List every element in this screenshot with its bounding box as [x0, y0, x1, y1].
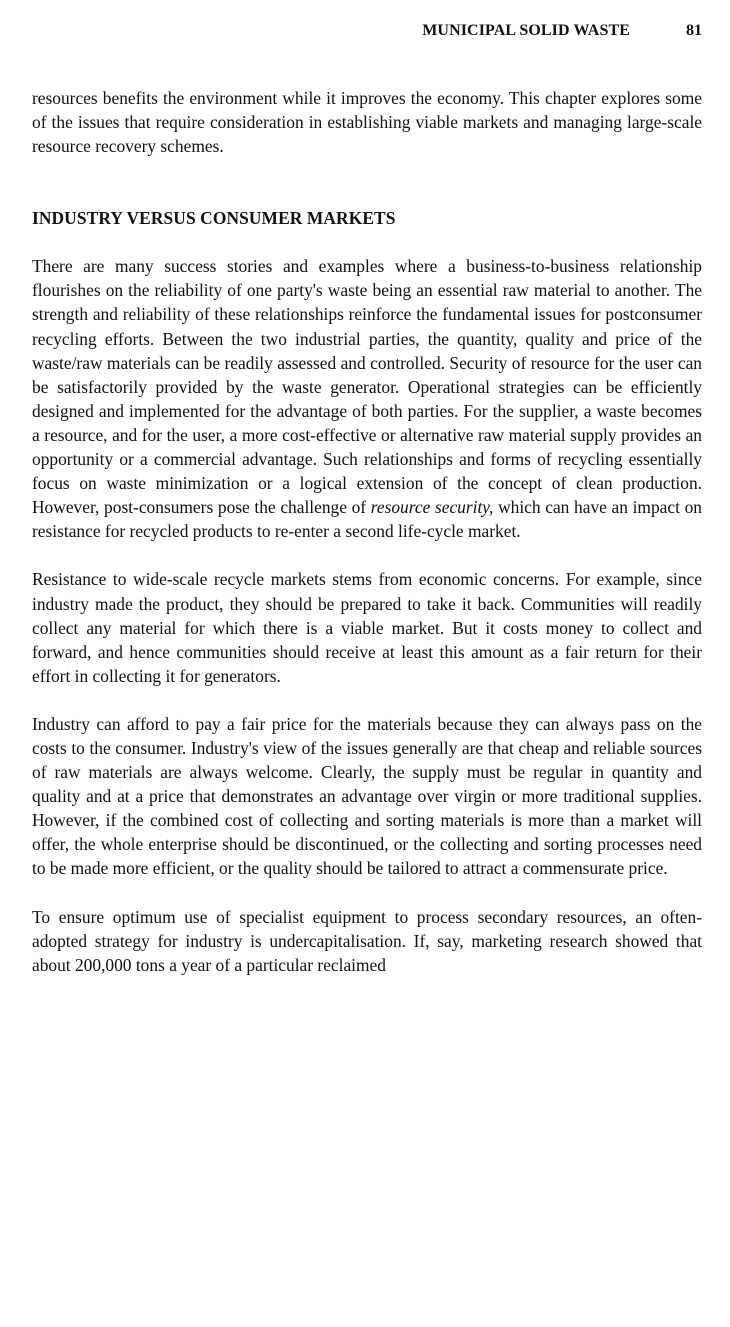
running-head	[32, 22, 702, 46]
paragraph-3: Industry can afford to pay a fair price for the materials because they can always pass on the costs to the consumer. Industry's view of the issues generally are that cheap and reliable sources of raw materials are always welcome. Clearly, the supply must be regular in quantity and quality and at a price that demonstrates an advantage over virgin or more traditional supplies. However, if the combined cost of collecting and sorting materials is more than a market will offer, the whole enterprise should be discontinued, or the collecting and sorting processes need to be made more efficient, or the quality should be tailored to attract a commensurate price.	[32, 713, 702, 879]
page-number: 81	[686, 22, 702, 39]
paragraph-1	[32, 254, 702, 543]
paragraph-2: Resistance to wide-scale recycle markets stems from economic concerns. For example, since industry made the product, they should be prepared to take it back. Communities will readily collect any material for which there is a viable market. But it costs money to collect and forward, and hence communities should receive at least this amount as a fair return for their effort in collecting it for generators.	[32, 569, 702, 686]
running-title: MUNICIPAL SOLID WASTE	[422, 22, 630, 39]
section-heading: INDUSTRY VERSUS CONSUMER MARKETS	[32, 208, 396, 229]
paragraph-1-emphasis: resource security,	[370, 497, 494, 518]
paragraph-4: To ensure optimum use of specialist equipment to process secondary resources, an often-adopted strategy for industry is undercapitalisation. If, say, marketing research showed that about 200,000 tons a year of a particular reclaimed	[32, 906, 702, 975]
intro-paragraph: resources benefits the environment while it improves the economy. This chapter explores some of the issues that require consideration in establishing viable markets and managing large-scale resource recovery schemes.	[32, 88, 702, 157]
body-text	[32, 86, 702, 977]
paragraph-1-text-b: which can have an impact on resistance for recycled products to re-enter a second life-cycle market.	[32, 497, 702, 542]
paragraph-1-text-a: There are many success stories and examples where a business-to-business relationship flourishes on the reliability of one party's waste being an essential raw material to another. The strength and reliability of these relationships reinforce the fundamental issues for postconsumer recycling efforts. Between the two industrial parties, the quantity, quality and price of the waste/raw materials can be readily assessed and controlled. Security of resource for the user can be satisfactorily provided by the waste generator. Operational strategies can be efficiently designed and implemented for the advantage of both parties. For the supplier, a waste becomes a resource, and for the user, a more cost-effective or alternative raw material supply provides an opportunity or a commercial advantage. Such relationships and forms of recycling essentially focus on waste minimization or a logical extension of the concept of clean production. However, post-consumers pose the challenge of	[32, 256, 702, 518]
